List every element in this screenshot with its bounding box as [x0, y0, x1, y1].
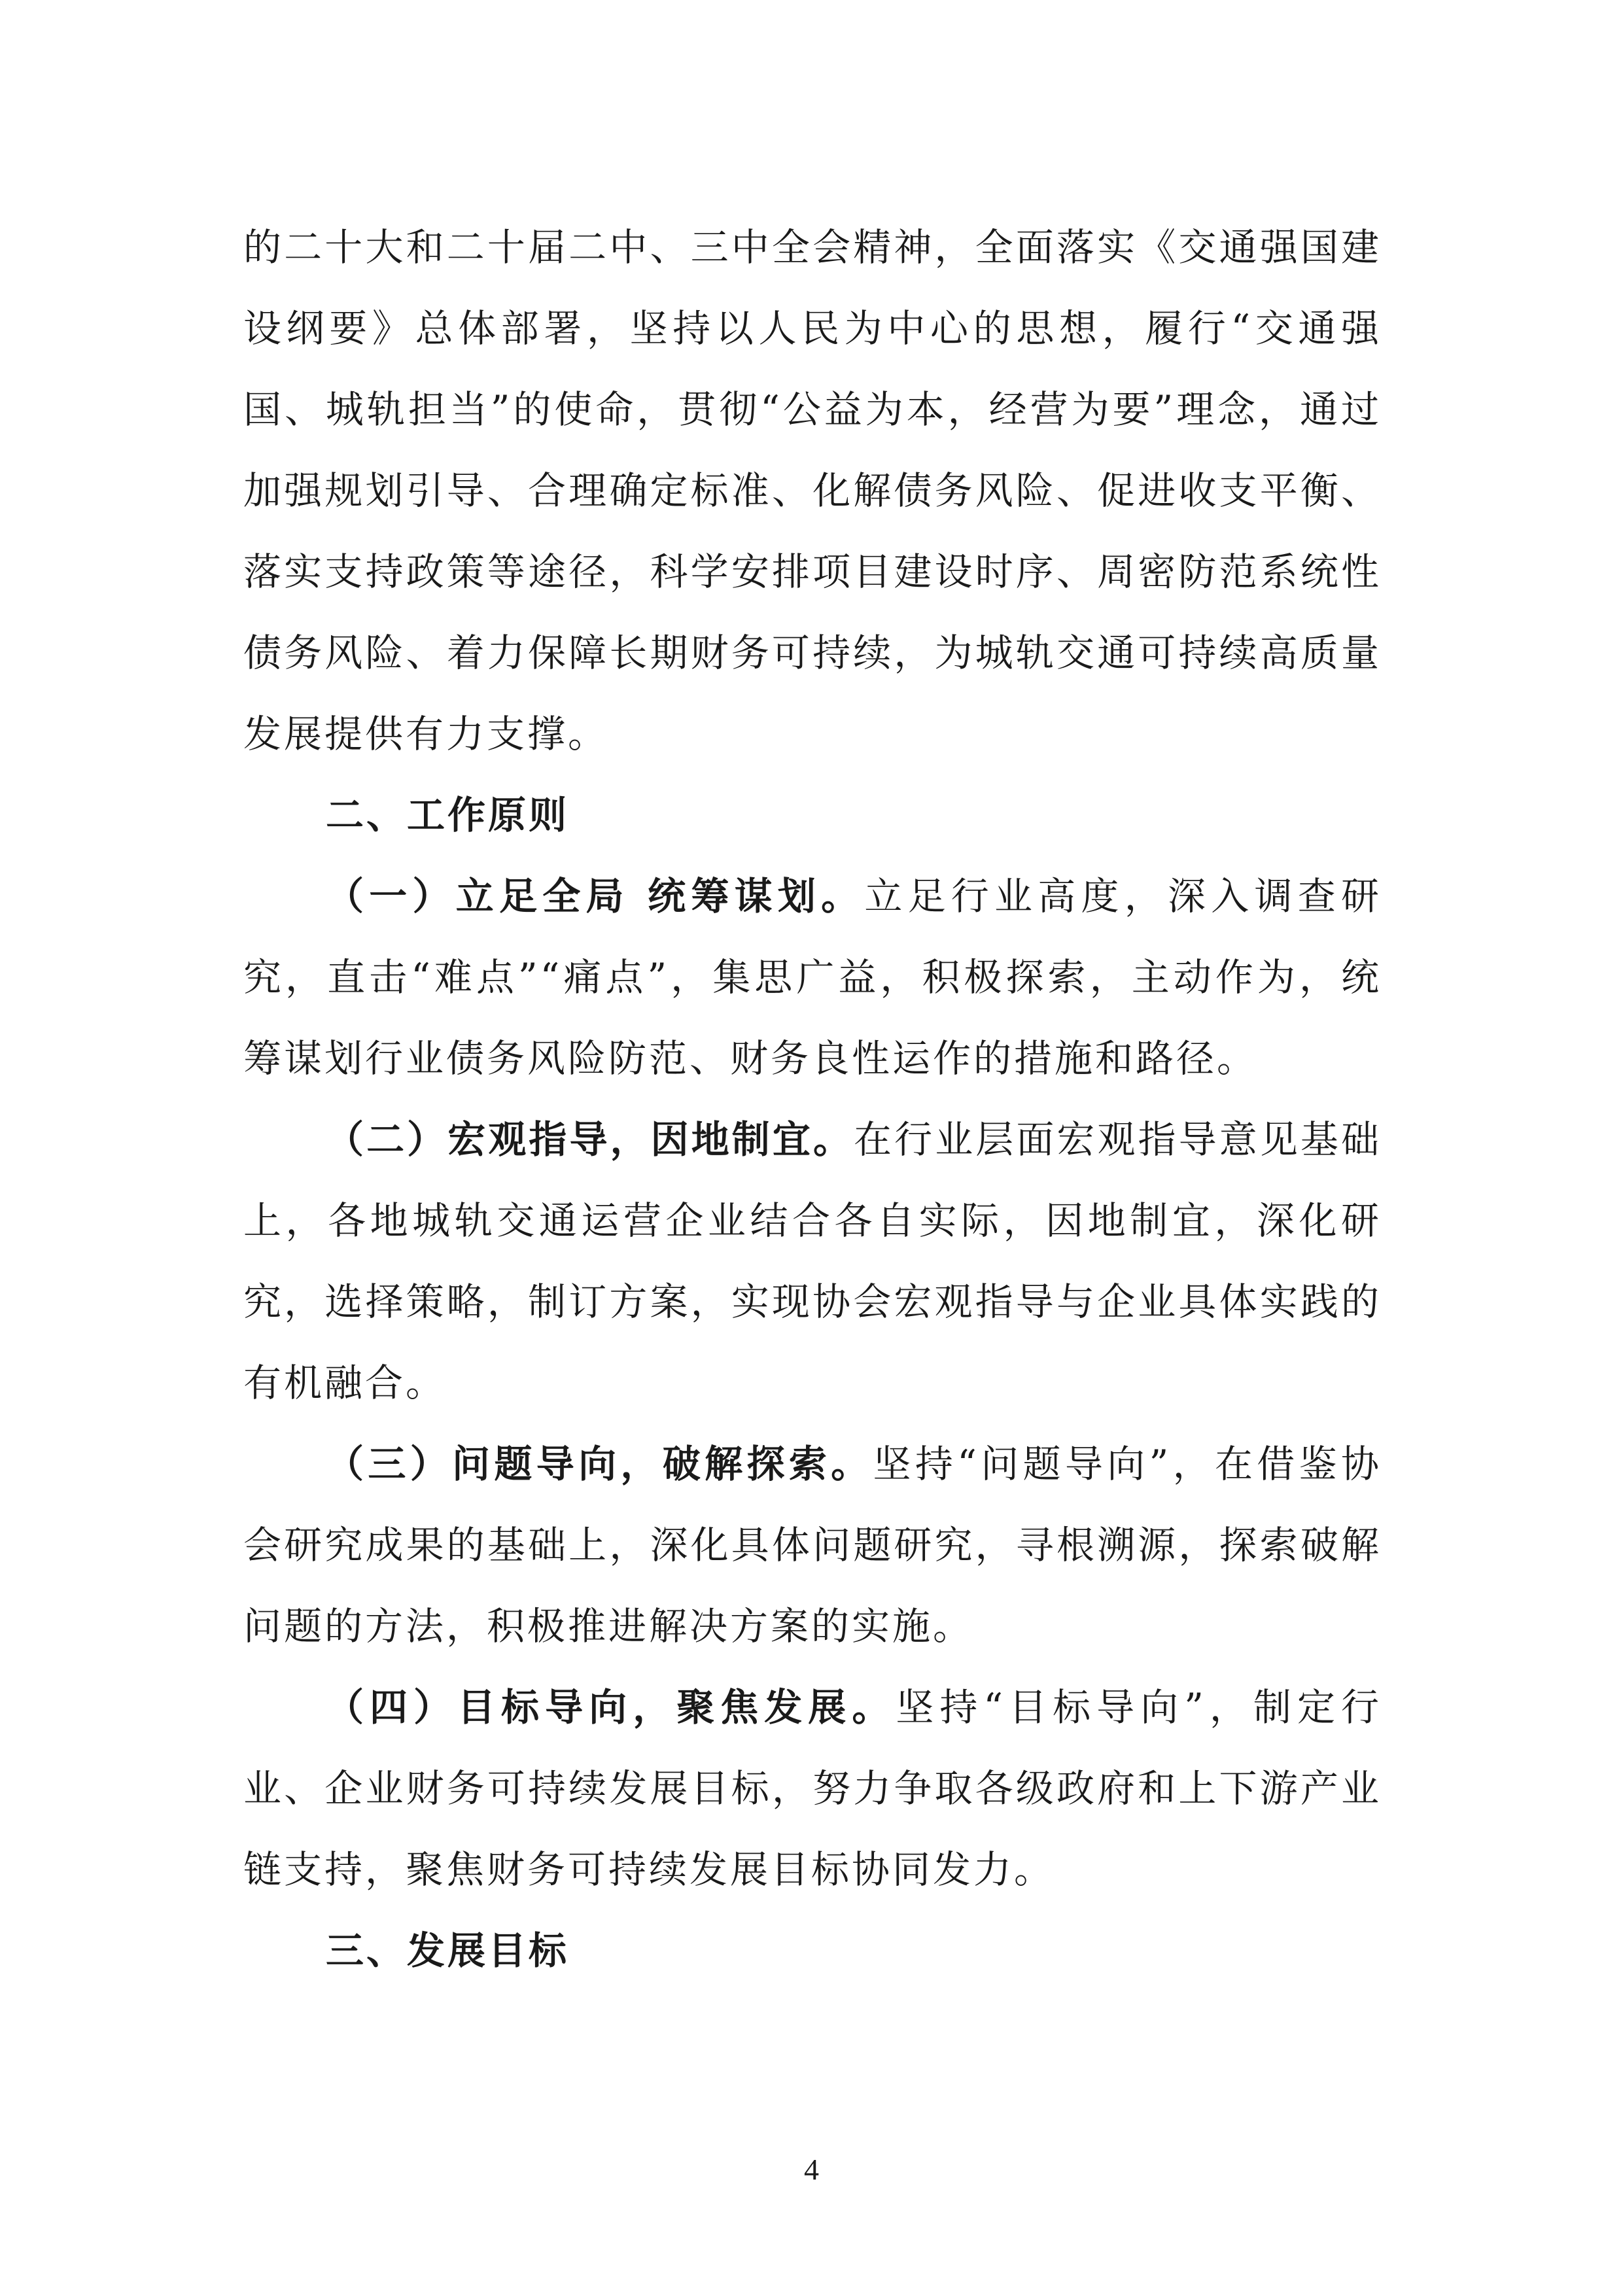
- principle-text-2: 在行业层面宏观指导意见基础上，各地城轨交通运营企业结合各自实际，因地制宜，深化研究，选择策略，制订方案，实现协会宏观指导与企业具体实践的有机融合。: [243, 1117, 1382, 1405]
- principle-text-4: 坚持“目标导向”，制定行业、企业财务可持续发展目标，努力争取各级政府和上下游产业链支持，聚焦财务可持续发展目标协同发力。: [243, 1685, 1382, 1892]
- body-text: [243, 207, 1382, 1991]
- principle-text-3: 坚持“问题导向”，在借鉴协会研究成果的基础上，深化具体问题研究，寻根溯源，探索破解问题的方法，积极推进解决方案的实施。: [243, 1442, 1382, 1648]
- principle-paragraph-3: [243, 1423, 1382, 1667]
- principle-lead-2: （二）宏观指导，因地制宜。: [326, 1117, 854, 1162]
- principle-lead-1: （一）立足全局 统筹谋划。: [326, 874, 865, 918]
- section-heading-goals: 三、发展目标: [326, 1928, 570, 1973]
- principle-paragraph-4: [243, 1667, 1382, 1910]
- principle-text-1: 立足行业高度，深入调查研究，直击“难点”“痛点”，集思广益，积极探索，主动作为，统筹谋划行业债务风险防范、财务良性运作的措施和路径。: [243, 874, 1382, 1081]
- page-number: 4: [804, 2153, 819, 2186]
- principle-paragraph-2: [243, 1099, 1382, 1423]
- principle-lead-4: （四）目标导向，聚焦发展。: [326, 1685, 896, 1730]
- principle-paragraph-1: [243, 856, 1382, 1099]
- intro-paragraph: 的二十大和二十届二中、三中全会精神，全面落实《交通强国建设纲要》总体部署，坚持以人民为中心的思想，履行“交通强国、城轨担当”的使命，贯彻“公益为本，经营为要”理念，通过加强规划引导、合理确定标准、化解债务风险、促进收支平衡、落实支持政策等途径，科学安排项目建设时序、周密防范系统性债务风险、着力保障长期财务可持续，为城轨交通可持续高质量发展提供有力支撑。: [243, 225, 1382, 756]
- section-heading-principles: 二、工作原则: [326, 793, 570, 837]
- principle-lead-3: （三）问题导向，破解探索。: [326, 1442, 873, 1486]
